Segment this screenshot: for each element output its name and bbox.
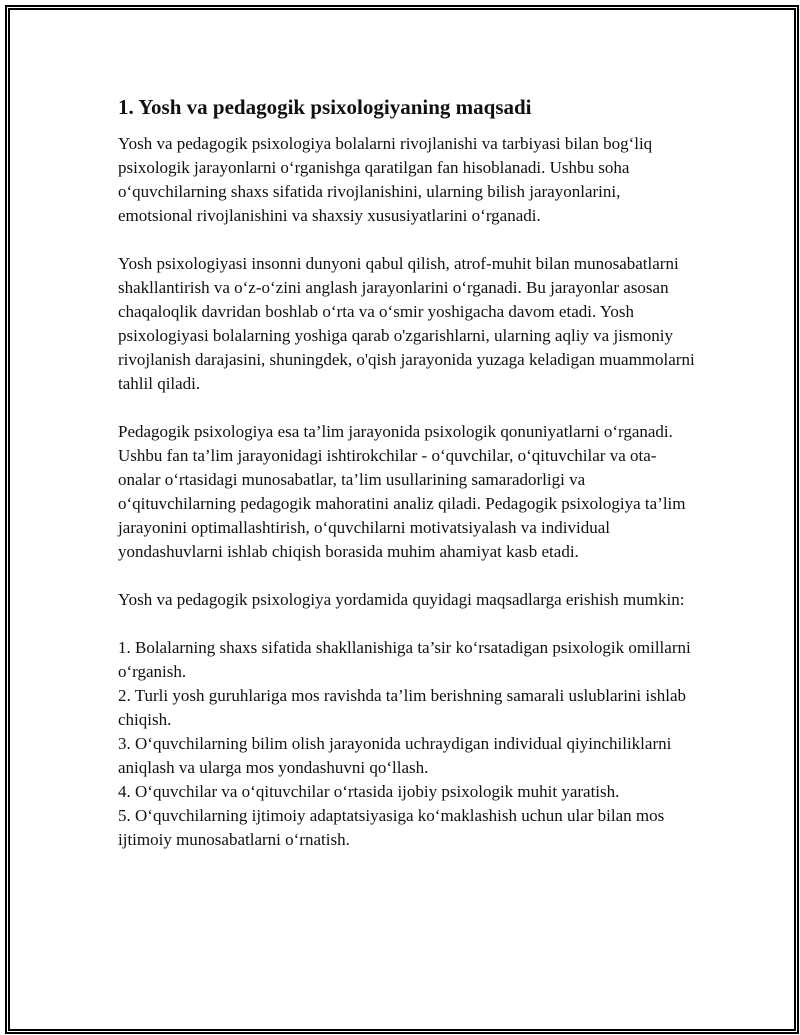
paragraph-age-psychology: Yosh psixologiyasi insonni dunyoni qabul qilish, atrof-muhit bilan munosabatlarni shakllantirish va o‘z-o‘zini anglash jarayonlarini o‘rganadi. Bu jarayonlar asosan chaqaloqlik davridan boshlab o‘rta va o‘smir yoshigacha davom etadi. Yosh psixologiyasi bolalarning yoshiga qarab o'zgarishlarni, ularning aqliy va jismoniy rivojlanish darajasini, shuningdek, o'qish jarayonida yuzaga keladigan muammolarni tahlil qiladi. bbox=[118, 254, 695, 393]
paragraph-intro: Yosh va pedagogik psixologiya bolalarni rivojlanishi va tarbiyasi bilan bog‘liq psixologik jarayonlarni o‘rganishga qaratilgan fan hisoblanadi. Ushbu soha o‘quvchilarning shaxs sifatida rivojlanishini, ularning bilish jarayonlarini, emotsional rivojlanishini va shaxsiy xususiyatlarini o‘rganadi. bbox=[118, 134, 653, 225]
paragraph-pedagogical-psychology: Pedagogik psixologiya esa ta’lim jarayonida psixologik qonuniyatlarni o‘rganadi. Ushbu fan ta’lim jarayonidagi ishtirokchilar - o‘quvchilar, o‘qituvchilar va ota-onalar o‘rtasidagi munosabatlar, ta’lim usullarining samaradorligi va o‘qituvchilarning pedagogik mahoratini analiz qiladi. Pedagogik psixologiya ta’lim jarayonini optimallashtirish, o‘quvchilarni motivatsiyalash va individual yondashuvlarni ishlab chiqish borasida muhim ahamiyat kasb etadi. bbox=[118, 422, 686, 561]
list-item: 3. O‘quvchilarning bilim olish jarayonida uchraydigan individual qiyinchiliklarni aniqlash va ularga mos yondashuvni qo‘llash. bbox=[118, 734, 672, 777]
document-body bbox=[118, 94, 698, 852]
list-item: 2. Turli yosh guruhlariga mos ravishda ta’lim berishning samarali uslublarini ishlab chiqish. bbox=[118, 686, 687, 729]
list-intro: Yosh va pedagogik psixologiya yordamida quyidagi maqsadlarga erishish mumkin: bbox=[118, 590, 685, 609]
list-item: 5. O‘quvchilarning ijtimoiy adaptatsiyasiga ko‘maklashish uchun ular bilan mos ijtimoiy munosabatlarni o‘rnatish. bbox=[118, 806, 665, 849]
list-item: 1. Bolalarning shaxs sifatida shakllanishiga ta’sir ko‘rsatadigan psixologik omillarni o‘rganish. bbox=[118, 638, 691, 681]
goal-list bbox=[118, 636, 698, 852]
list-item: 4. O‘quvchilar va o‘qituvchilar o‘rtasida ijobiy psixologik muhit yaratish. bbox=[118, 782, 620, 801]
section-heading: 1. Yosh va pedagogik psixologiyaning maqsadi bbox=[118, 95, 532, 119]
